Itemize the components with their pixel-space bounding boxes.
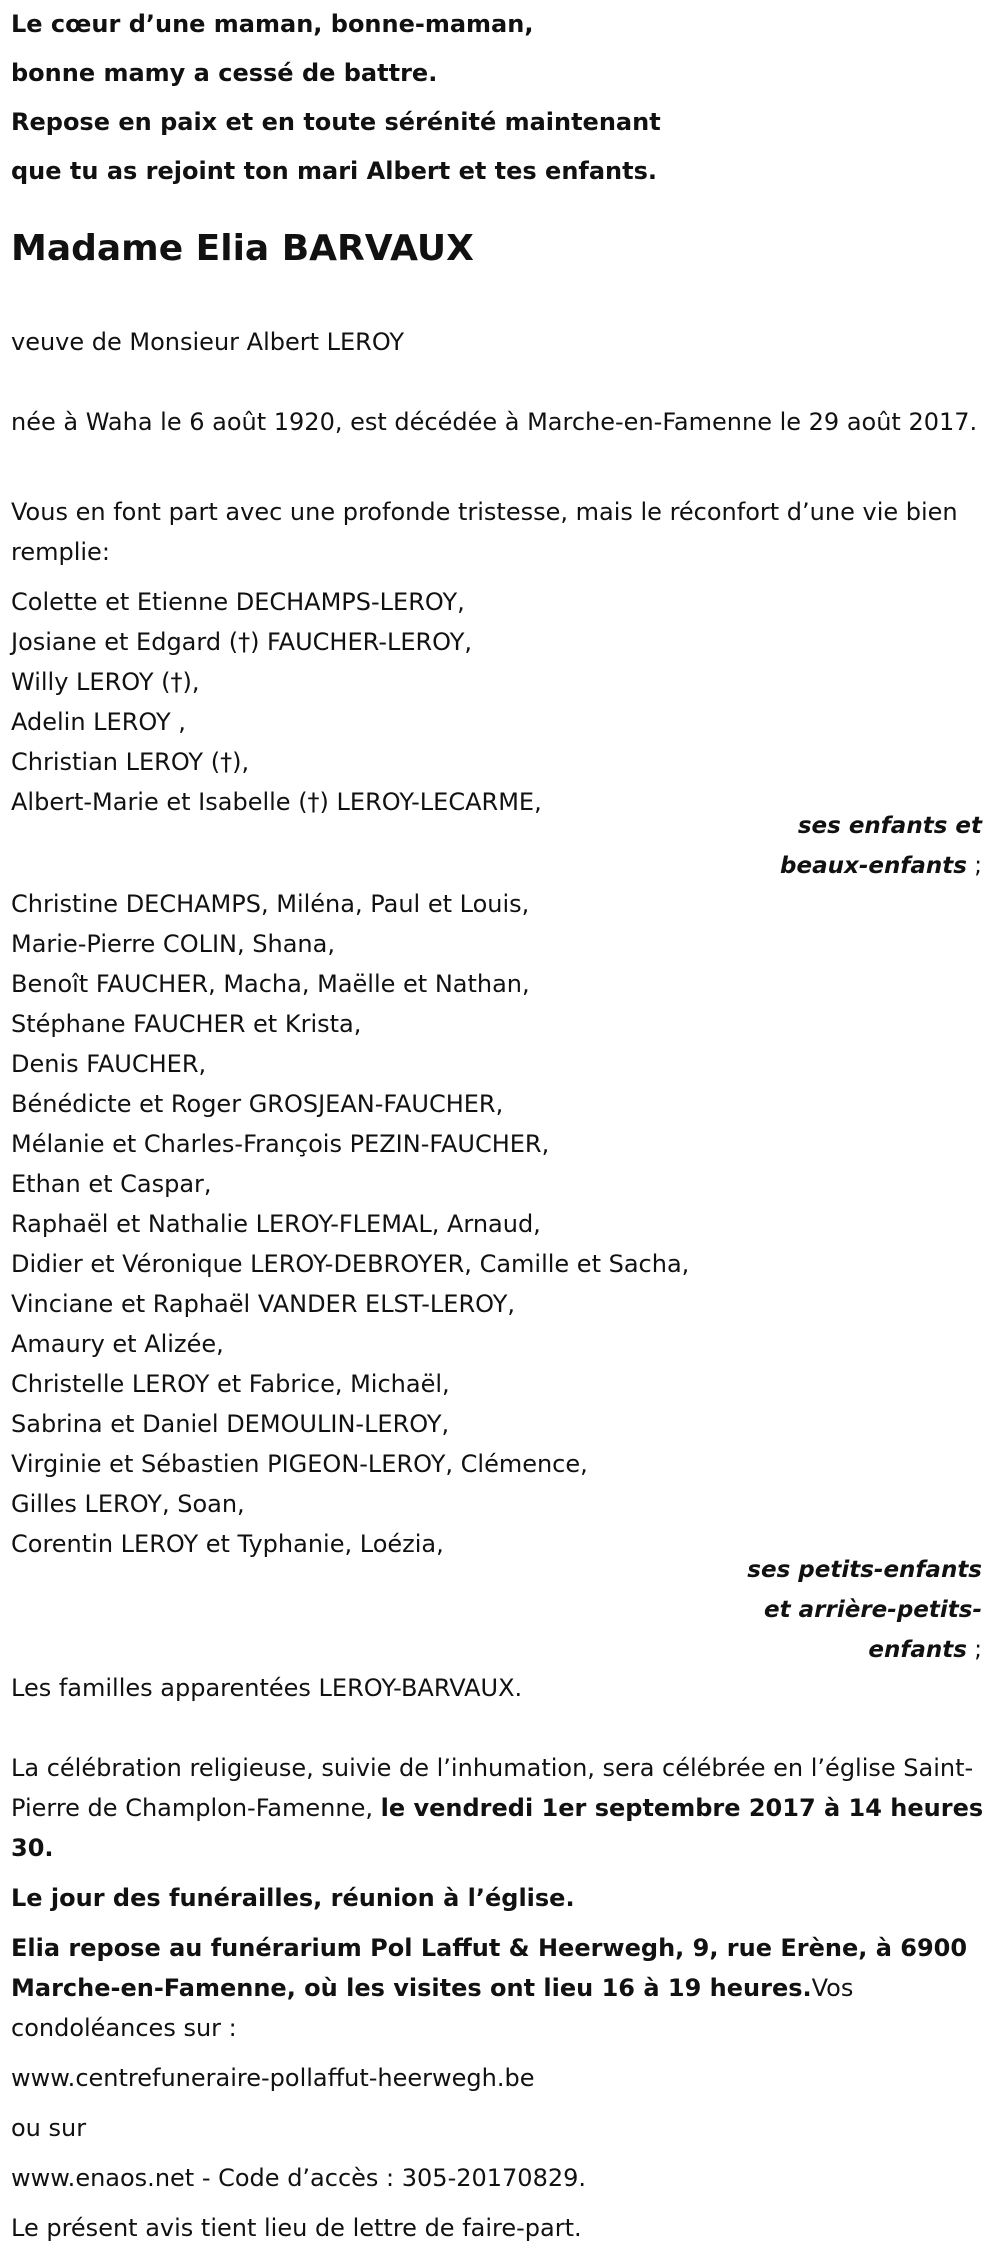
list-item: Christian LEROY (†), (11, 748, 250, 776)
role-line: enfants (868, 1637, 967, 1663)
rest-info (11, 1928, 991, 2048)
birth-death: née à Waha le 6 août 1920, est décédée à Marche-en-Famenne le 29 août 2017. (11, 408, 978, 436)
list-item: Ethan et Caspar, (11, 1170, 212, 1198)
role-punct: ; (966, 853, 982, 879)
ceremony-date: le vendredi 1er septembre 2017 à 14 heures 30. (11, 1794, 984, 1862)
list-item: Didier et Véronique LEROY-DEBROYER, Camille et Sacha, (11, 1250, 690, 1278)
grandchildren-role (0, 1550, 980, 1670)
ceremony-info (11, 1748, 991, 1868)
grandchildren-list (11, 884, 991, 1564)
list-item: Virginie et Sébastien PIGEON-LEROY, Clémence, (11, 1450, 588, 1478)
list-item: Colette et Etienne DECHAMPS-LEROY, (11, 588, 465, 616)
role-line: et arrière-petits- (764, 1597, 982, 1623)
list-item: Adelin LEROY , (11, 708, 186, 736)
list-item: Christine DECHAMPS, Miléna, Paul et Louis, (11, 890, 530, 918)
intro-line: Repose en paix et en toute sérénité maintenant (11, 108, 661, 136)
or-text: ou sur (11, 2114, 87, 2142)
list-item: Christelle LEROY et Fabrice, Michaël, (11, 1370, 450, 1398)
deceased-name: Madame Elia BARVAUX (11, 228, 474, 269)
children-role (0, 806, 980, 886)
enaos-link[interactable]: www.enaos.net - Code d’accès : 305-20170829. (11, 2164, 587, 2192)
list-item: Josiane et Edgard (†) FAUCHER-LEROY, (11, 628, 473, 656)
funerarium-info: Elia repose au funérarium Pol Laffut & Heerwegh, 9, rue Erène, à 6900 Marche-en-Famenne, où les visites ont lieu 16 à 19 heures. (11, 1934, 968, 2002)
role-punct: ; (966, 1637, 982, 1663)
related-families: Les familles apparentées LEROY-BARVAUX. (11, 1674, 523, 1702)
list-item: Benoît FAUCHER, Macha, Maëlle et Nathan, (11, 970, 530, 998)
children-list (11, 582, 991, 822)
list-item: Willy LEROY (†), (11, 668, 200, 696)
role-line: beaux-enfants (780, 853, 967, 879)
intro-verse (11, 0, 991, 196)
intro-line: bonne mamy a cessé de battre. (11, 59, 438, 87)
website-link[interactable]: www.centrefuneraire-pollaffut-heerwegh.be (11, 2064, 535, 2092)
list-item: Marie-Pierre COLIN, Shana, (11, 930, 335, 958)
list-item: Stéphane FAUCHER et Krista, (11, 1010, 362, 1038)
list-item: Sabrina et Daniel DEMOULIN-LEROY, (11, 1410, 450, 1438)
list-item: Albert-Marie et Isabelle (†) LEROY-LECARME, (11, 788, 542, 816)
role-line: ses petits-enfants (747, 1557, 982, 1583)
announcement: Vous en font part avec une profonde tristesse, mais le réconfort d’une vie bien remplie: (11, 498, 958, 566)
widow-of: veuve de Monsieur Albert LEROY (11, 328, 405, 356)
list-item: Gilles LEROY, Soan, (11, 1490, 245, 1518)
list-item: Raphaël et Nathalie LEROY-FLEMAL, Arnaud, (11, 1210, 541, 1238)
ceremony-text: La célébration religieuse, suivie de l’inhumation, sera célébrée en l’église Saint-Pierre de Champlon-Famenne, (11, 1754, 974, 1822)
list-item: Mélanie et Charles-François PEZIN-FAUCHER, (11, 1130, 550, 1158)
list-item: Bénédicte et Roger GROSJEAN-FAUCHER, (11, 1090, 504, 1118)
condolences-text: Vos condoléances sur : (11, 1974, 854, 2042)
list-item: Denis FAUCHER, (11, 1050, 207, 1078)
intro-line: que tu as rejoint ton mari Albert et tes enfants. (11, 157, 658, 185)
role-line: ses enfants et (797, 813, 982, 839)
closing-note: Le présent avis tient lieu de lettre de faire-part. (11, 2214, 582, 2242)
list-item: Vinciane et Raphaël VANDER ELST-LEROY, (11, 1290, 515, 1318)
funeral-day: Le jour des funérailles, réunion à l’église. (11, 1884, 575, 1912)
list-item: Corentin LEROY et Typhanie, Loézia, (11, 1530, 444, 1558)
intro-line: Le cœur d’une maman, bonne-maman, (11, 10, 534, 38)
list-item: Amaury et Alizée, (11, 1330, 224, 1358)
